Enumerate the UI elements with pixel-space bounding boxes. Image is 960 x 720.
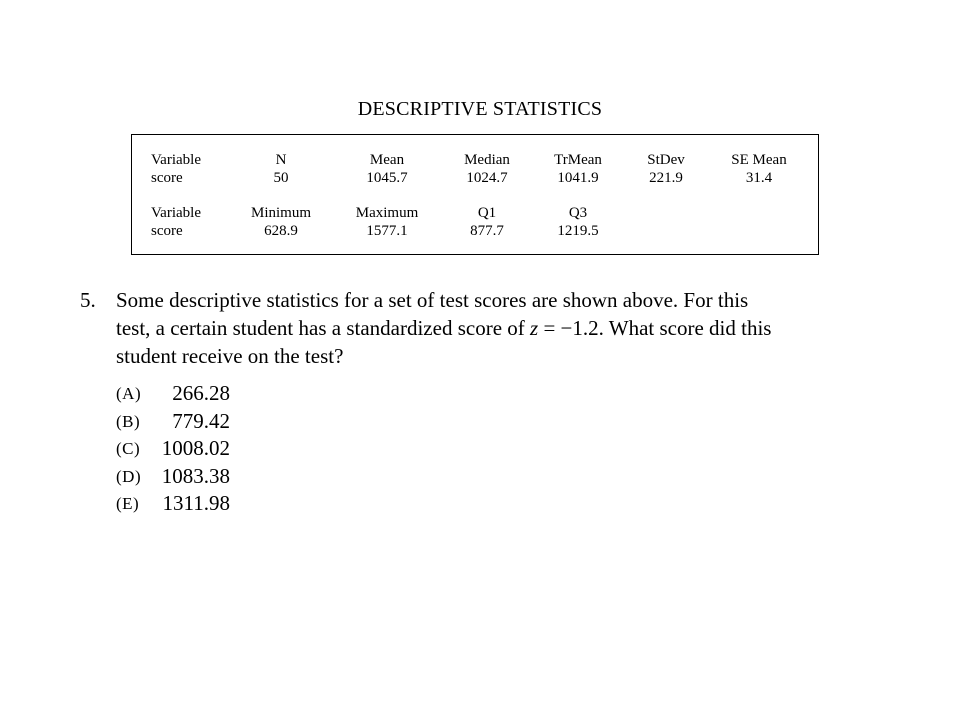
choice-letter: (E) (116, 494, 140, 513)
value-q1: 877.7 (470, 223, 504, 239)
question-text (116, 286, 896, 370)
header-maximum: Maximum (355, 205, 419, 221)
choice-letter: (A) (116, 384, 142, 403)
header-n: N (275, 152, 287, 168)
choice-letter: (C) (116, 439, 141, 458)
question-line: Some descriptive statistics for a set of test scores are shown above. For this (116, 288, 749, 312)
header-q3: Q3 (568, 205, 588, 221)
value-trmean: 1041.9 (557, 170, 599, 186)
value-se-mean: 31.4 (745, 170, 773, 186)
header-stdev: StDev (647, 152, 685, 168)
value-median: 1024.7 (466, 170, 508, 186)
choice-value: 266.28 (172, 381, 230, 405)
header-trmean: TrMean (554, 152, 602, 168)
header-se-mean: SE Mean (731, 152, 787, 168)
value-stdev: 221.9 (649, 170, 683, 186)
header-q1: Q1 (477, 205, 497, 221)
stats-table (131, 134, 819, 255)
question-text-segment: = −1.2. What score did this (538, 316, 772, 340)
question-text-segment: test, a certain student has a standardized score of (116, 316, 531, 340)
value-n: 50 (273, 170, 289, 186)
value-variable: score (151, 223, 183, 239)
choice-value: 779.42 (172, 408, 230, 433)
question-line (116, 314, 896, 342)
choice-value: 1083.38 (161, 463, 230, 488)
header-median: Median (464, 152, 510, 168)
value-q3: 1219.5 (557, 223, 599, 239)
page-title: DESCRIPTIVE STATISTICS (357, 98, 603, 120)
header-mean: Mean (369, 152, 405, 168)
value-minimum: 628.9 (264, 223, 298, 239)
value-mean: 1045.7 (366, 170, 408, 186)
choice-letter: (D) (116, 466, 142, 486)
question-number: 5. (80, 288, 96, 312)
choice-letter: (B) (116, 411, 141, 431)
value-maximum: 1577.1 (366, 223, 408, 239)
header-variable: Variable (151, 205, 201, 221)
header-variable: Variable (151, 152, 201, 168)
value-variable: score (151, 170, 183, 186)
choice-value: 1311.98 (162, 491, 230, 515)
question-line: student receive on the test? (116, 344, 344, 368)
choice-value: 1008.02 (161, 436, 230, 460)
header-minimum: Minimum (250, 205, 312, 221)
z-variable: z (530, 316, 539, 340)
